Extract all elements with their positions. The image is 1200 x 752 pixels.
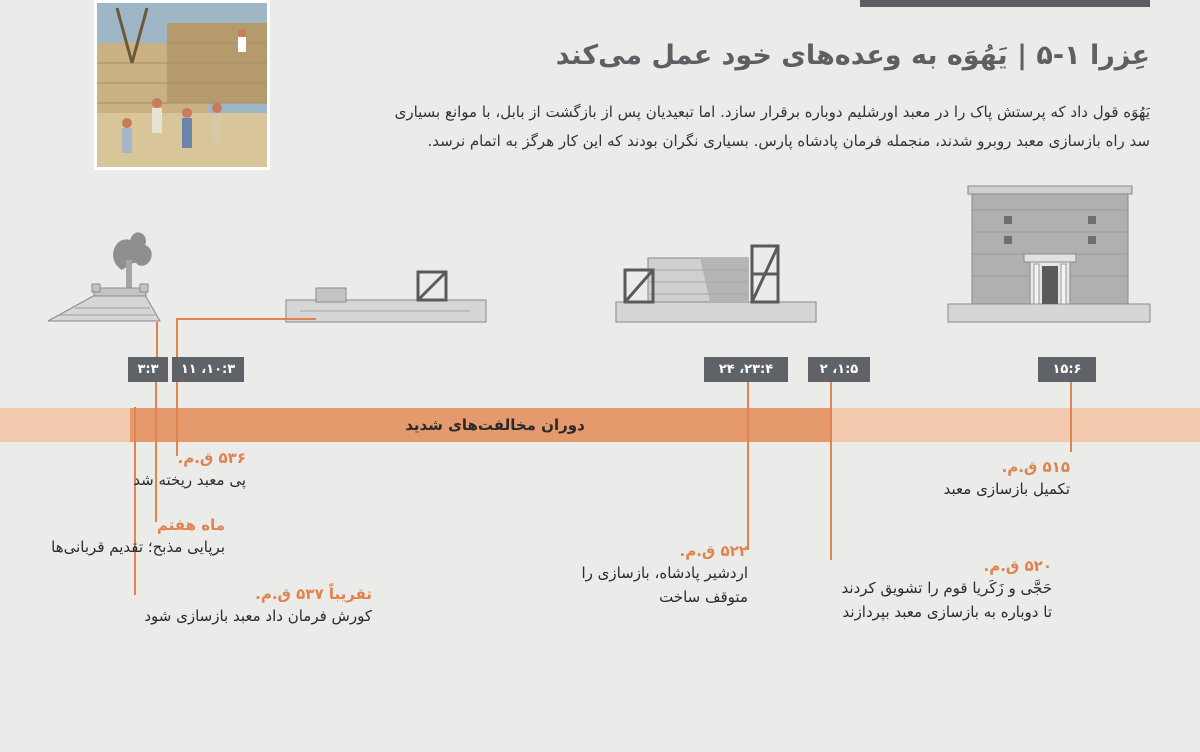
temple-stages-illustration [0,180,1200,330]
scripture-ref: ۲۳:۴، ۲۴ [704,357,788,382]
halted-construction-icon [616,246,816,322]
event-537 [144,584,372,628]
connector-line [176,318,316,320]
foundation-icon [286,272,486,322]
scripture-ref: ۱:۵، ۲ [808,357,870,382]
event-520 [842,556,1052,624]
event-description: کورش فرمان داد معبد بازسازی شود [144,607,372,625]
event-522 [581,541,748,609]
intro-paragraph [330,98,1150,156]
event-date: ۵۲۲ ق.م. [679,542,748,560]
page-title: عِزرا ۱-۵ | یَهُوَه به وعده‌های خود عمل می‌کند [555,40,1150,71]
event-line [747,382,749,550]
top-bar [860,0,1150,7]
event-date: ۵۲۰ ق.م. [983,557,1052,575]
event-date: تقریباً ۵۳۷ ق.م. [255,585,372,603]
altar-icon [48,232,160,321]
scripture-ref: ۱۵:۶ [1038,357,1096,382]
connector-line [176,318,178,357]
connector-line [156,322,158,357]
event-description: حَجَّی و زَکَریا قوم را تشویق کردند [841,579,1052,597]
event-description: تکمیل بازسازی معبد [943,480,1070,498]
scripture-ref: ۳:۳ [128,357,168,382]
event-description: اردشیر پادشاه، بازسازی را [581,564,748,582]
scripture-ref: ۱۰:۳، ۱۱ [172,357,244,382]
completed-temple-icon [948,186,1150,322]
event-line [830,382,832,560]
event-line [176,382,178,456]
event-line [134,407,136,595]
event-description: پی معبد ریخته شد [133,471,246,489]
temple-rebuilding-illustration [94,0,270,170]
intro-line: سد راه بازسازی معبد روبرو شدند، منجمله فرمان پادشاه پارس. بسیاری نگران بودند که این کار هرگز به اتمام نرسد. [427,132,1150,150]
event-seventh-month [51,515,225,559]
event-536 [133,448,246,492]
event-date: ۵۱۵ ق.م. [1001,458,1070,476]
event-515 [944,457,1070,501]
intro-line: یَهُوَه قول داد که پرستش پاک را در معبد اورشلیم دوباره برقرار سازد. اما تبعیدیان پس از بازگشت از بابل، با موانع بسیاری [394,103,1150,121]
event-description: متوقف ساخت [659,588,748,606]
event-description: برپایی مذبح؛ تقدیم قربانی‌ها [51,538,225,556]
opposition-period-label: دوران مخالفت‌های شدید [405,416,585,434]
event-line [1070,382,1072,452]
event-description: تا دوباره به بازسازی معبد بپردازند [842,603,1052,621]
event-date: ماه هفتم [156,516,225,534]
event-date: ۵۳۶ ق.م. [177,449,246,467]
